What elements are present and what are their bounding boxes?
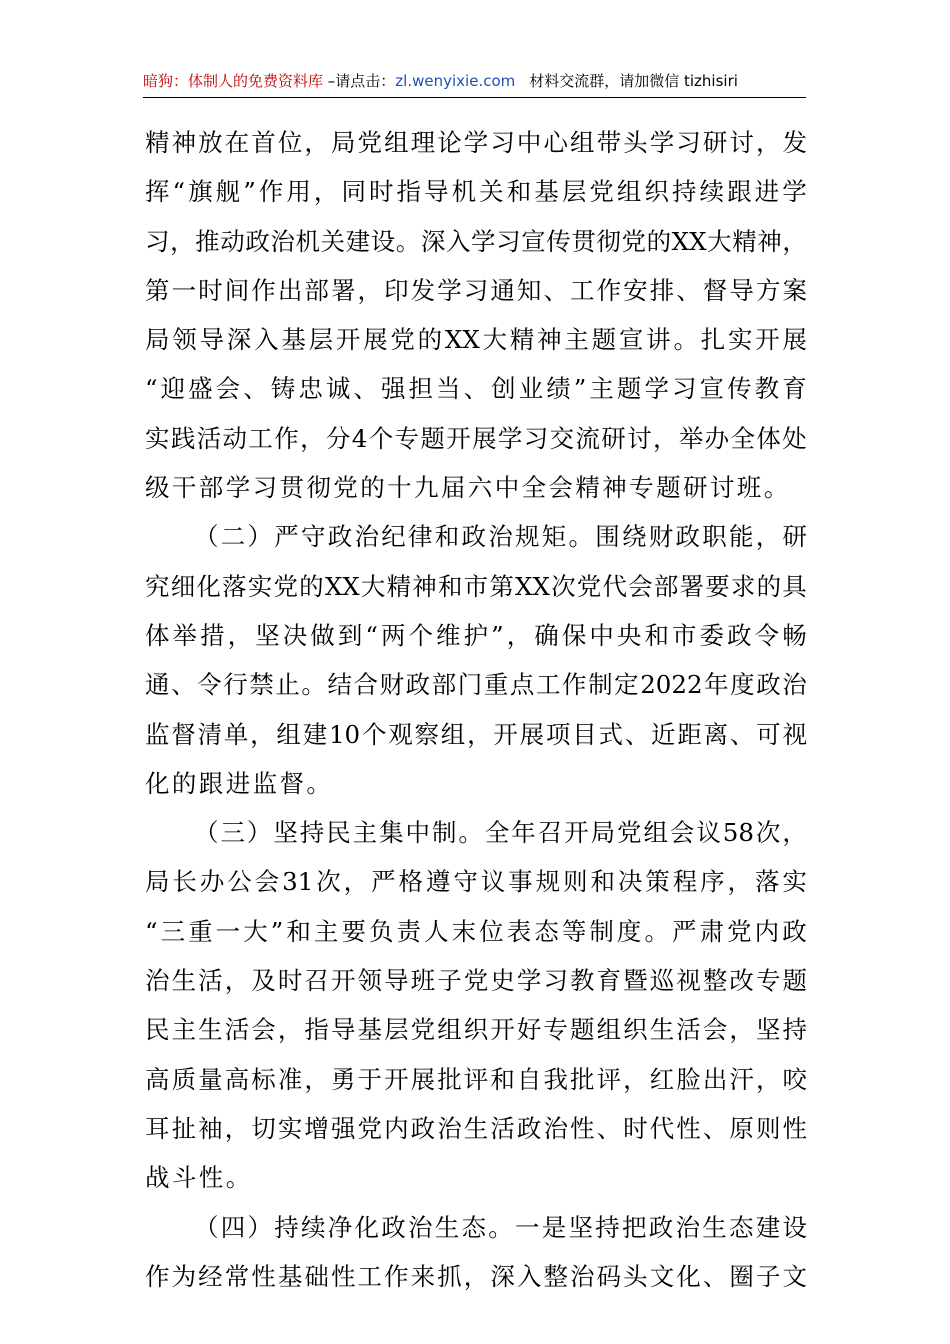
page-header [143,64,806,98]
header-group-info: 材料交流群，请加微信 tizhisiri [529,72,738,90]
text-line: 习 ， 推 动 政 治 机 关 建 设 。 深 入 学 习 宣 传 贯 彻 党 的 XX 大 精 神 ， [145,226,807,256]
text-line: 级干部学习贯彻党的十九届六中全会精神专题研讨班。 [145,473,791,503]
text-line: 作 为 经 常 性 基 础 性 工 作 来 抓 ， 深 入 整 治 码 头 文 化 、 圈 子 文 [145,1261,807,1291]
header-click-prompt: –请点击： [323,72,396,90]
text-line: 高 质 量 高 标 准 ， 勇 于 开 展 批 评 和 自 我 批 评 ， 红 脸 出 汗 ， 咬 [145,1064,807,1094]
header-brand: 暗狗：体制人的免费资料库 [143,72,324,90]
text-line: 体 举 措 ， 坚 决 做 到 “ 两 个 维 护 ” ， 确 保 中 央 和 市 委 政 令 畅 [145,620,807,650]
text-line: 精 神 放 在 首 位 ， 局 党 组 理 论 学 习 中 心 组 带 头 学 习 研 讨 ， 发 [145,128,807,157]
text-line: 实 践 活 动 工 作 ， 分 4 个 专 题 开 展 学 习 交 流 研 讨 ， 举 办 全 体 处 [145,423,807,453]
text-line: “ 三 重 一 大 ” 和 主 要 负 责 人 末 位 表 态 等 制 度 。 严 肃 党 内 政 [145,916,807,946]
document-body [145,118,807,1301]
text-line: 耳 扯 袖 ， 切 实 增 强 党 内 政 治 生 活 政 治 性 、 时 代 性 、 原 则 性 [145,1113,807,1143]
text-line: 监 督 清 单 ， 组 建 10 个 观 察 组 ， 开 展 项 目 式 、 近 距 离 、 可 视 [145,719,807,749]
text-line: 局 领 导 深 入 基 层 开 展 党 的 XX 大 精 神 主 题 宣 讲 。 扎 实 开 展 [145,325,807,355]
header-link[interactable]: zl.wenyixie.com [395,72,516,90]
text-line: 通 、 令 行 禁 止 。 结 合 财 政 部 门 重 点 工 作 制 定 2022 年 度 政 治 [145,670,807,700]
text-line: 挥 “ 旗 舰 ” 作 用 ， 同 时 指 导 机 关 和 基 层 党 组 织 持 续 跟 进 学 [145,177,807,207]
text-line: （ 二 ） 严 守 政 治 纪 律 和 政 治 规 矩 。 围 绕 财 政 职 能 ， 研 [194,522,807,552]
text-line: 第 一 时 间 作 出 部 署 ， 印 发 学 习 通 知 、 工 作 安 排 、 督 导 方 案 [145,275,807,305]
text-line: 民 主 生 活 会 ， 指 导 基 层 党 组 织 开 好 专 题 组 织 生 活 会 ， 坚 持 [145,1015,807,1045]
text-line: （ 四 ） 持 续 净 化 政 治 生 态 。 一 是 坚 持 把 政 治 生 态 建 设 [194,1212,807,1242]
text-line: 究 细 化 落 实 党 的 XX 大 精 神 和 市 第 XX 次 党 代 会 部 署 要 求 的 具 [145,571,807,601]
text-line: 治 生 活 ， 及 时 召 开 领 导 班 子 党 史 学 习 教 育 暨 巡 视 整 改 专 题 [145,966,807,996]
header-divider [143,97,806,98]
text-line: 战斗性。 [145,1163,253,1193]
text-line: （ 三 ） 坚 持 民 主 集 中 制 。 全 年 召 开 局 党 组 会 议 58 次 ， [194,818,807,848]
text-line: 局 长 办 公 会 31 次 ， 严 格 遵 守 议 事 规 则 和 决 策 程 序 ， 落 实 [145,867,807,897]
text-line: 化的跟进监督。 [145,768,334,798]
text-line: “ 迎 盛 会 、 铸 忠 诚 、 强 担 当 、 创 业 绩 ” 主 题 学 习 宣 传 教 育 [145,374,807,404]
